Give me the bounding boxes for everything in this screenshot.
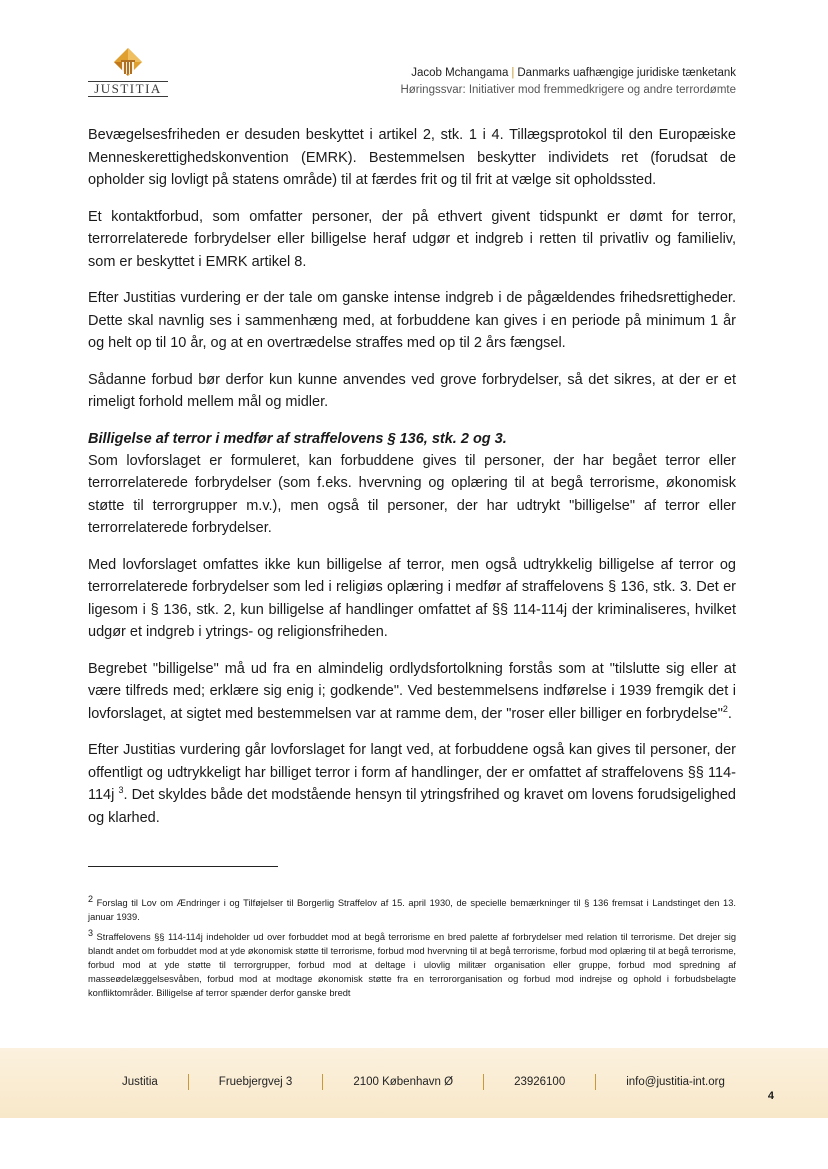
logo-text: JUSTITIA (88, 81, 168, 97)
footnote (88, 893, 736, 924)
footnote-marker: 2 (88, 893, 94, 904)
footnotes (88, 893, 736, 1006)
body-paragraph: Bevægelsesfriheden er desuden beskyttet i artikel 2, stk. 1 i 4. Tillægsprotokol til den Europæiske Menneskerettighedskonvention (EMRK). Bestemmelsen beskytter individets ret (forudsat de opholder sig lovligt på statens område) til at færdes frit og til frit at vælge sit opholdssted. (88, 127, 736, 188)
footnote-text: Forslag til Lov om Ændringer i og Tilføjelser til Borgerlig Straffelov af 15. april 1930, de specielle bemærkninger til § 136 fremsat i Landstinget den 13. januar 1939. (88, 898, 736, 922)
header-author-line (400, 65, 736, 82)
footer-phone: 23926100 (514, 1076, 566, 1088)
body-paragraph: Med lovforslaget omfattes ikke kun billigelse af terror, men også udtrykkelig billigelse af terror og terrorrelaterede forbrydelser som led i religiøs oplæring i medfør af straffelovens § 136, stk. 3. Det er ligesom i § 136, stk. 2, kun billigelse af handlinger omfattet af §§ 114-114j der kriminaliseres, hvilket udgør et indgreb i ytrings- og religionsfriheden. (88, 556, 736, 640)
footnote-ref[interactable]: 2 (722, 703, 728, 714)
footer-street: Fruebjergvej 3 (218, 1076, 293, 1088)
paragraph-end: . (727, 705, 732, 722)
section-heading: Billigelse af terror i medfør af straffelovens § 136, stk. 2 og 3. (88, 430, 507, 447)
footnote-text: Straffelovens §§ 114-114j indeholder ud over forbuddet mod at begå terrorisme en bred palette af forbrydelser med relation til terrorisme. Det drejer sig blandt andet om forbuddet mod at yde økonomisk støtte til terrorisme, forbud mod hvervning til at begå terrorisme, forbud mod oplæring til at begå terrorisme, forbud mod at yde støtte til terrorgrupper, forbud mod at deltage i ulovlig militær organisation eller gruppe, forbud mod spredning af masseødelæggelsesvåben, forbud mod at modtage økonomisk støtte fra en terrororganisation og forbud mod indrejse og ophold i forbudsbelagte konfliktområder. Billigelse af terror spænder derfor ganske bredt (88, 932, 736, 998)
header-organization: Danmarks uafhængige juridiske tænketank (517, 67, 736, 79)
footnote-divider (88, 866, 278, 867)
justitia-logo (88, 46, 168, 97)
body-paragraph: Sådanne forbud bør derfor kun kunne anvendes ved grove forbrydelser, så det sikres, at der er et rimeligt forhold mellem mål og midler. (88, 371, 736, 410)
footer-city: 2100 København Ø (353, 1076, 454, 1088)
paragraph-text: Efter Justitias vurdering går lovforslaget for langt ved, at forbuddene også kan gives til personer, der offentligt og udtrykkeligt har billiget terror i form af handlinger, der er omfattet af straffelovens §§ 114-114j (88, 742, 736, 803)
page-footer (0, 1048, 828, 1118)
paragraph-text: Begrebet "billigelse" må ud fra en almindelig ordlydsfortolkning forstås som at "tilslutte sig eller at være tilfreds med; erklære sig enig i; godkende". Ved bestemmelsens indførelse i 1939 fremgik det i lovforslaget, at sigtet med bestemmelsen var at ramme dem, der "roser eller billiger en forbrydelse" (88, 660, 736, 722)
footnote-ref[interactable]: 3 (118, 785, 124, 796)
footer-name: Justitia (122, 1076, 158, 1088)
page-header (400, 65, 736, 99)
body-paragraph: Som lovforslaget er formuleret, kan forbuddene gives til personer, der har begået terror eller terrorrelaterede forbrydelser (som f.eks. hvervning og oplæring til at begå terrorisme, økonomisk støtte til terrorgrupper m.v.), men også til personer, der har udtrykt "billigelse" af terror eller terrorrelaterede forbrydelser. (88, 452, 736, 536)
body-paragraph-billigelse (88, 658, 736, 726)
body-paragraph-vurdering (88, 739, 736, 829)
header-separator: | (511, 67, 515, 79)
footer-contact-row (100, 1074, 728, 1090)
header-author: Jacob Mchangama (411, 67, 509, 79)
paragraph-text-continued: . Det skyldes både det modstående hensyn til ytringsfrihed og kravet om lovens forudsigelighed og klarhed. (88, 787, 736, 826)
page-number: 4 (767, 1090, 774, 1102)
justitia-emblem-icon (108, 46, 148, 80)
header-subtitle: Høringssvar: Initiativer mod fremmedkrigere og andre terrordømte (400, 84, 736, 96)
footnote (88, 927, 736, 1000)
body-paragraph: Et kontaktforbud, som omfatter personer, der på ethvert givent tidspunkt er dømt for terror, terrorrelaterede forbrydelser eller billigelse heraf udgør et indgreb i retten til privatliv og familieliv, som er beskyttet i EMRK artikel 8. (88, 208, 736, 270)
footnote-marker: 3 (88, 927, 94, 938)
document-body (88, 124, 736, 843)
body-paragraph: Efter Justitias vurdering er der tale om ganske intense indgreb i de pågældendes frihedsrettigheder. Dette skal navnlig ses i sammenhæng med, at forbuddene kan gives i en periode på minimum 1 år og helt op til 10 år, og at en overtrædelse straffes med op til 2 års fængsel. (88, 290, 736, 351)
footer-email[interactable]: info@justitia-int.org (626, 1076, 725, 1088)
